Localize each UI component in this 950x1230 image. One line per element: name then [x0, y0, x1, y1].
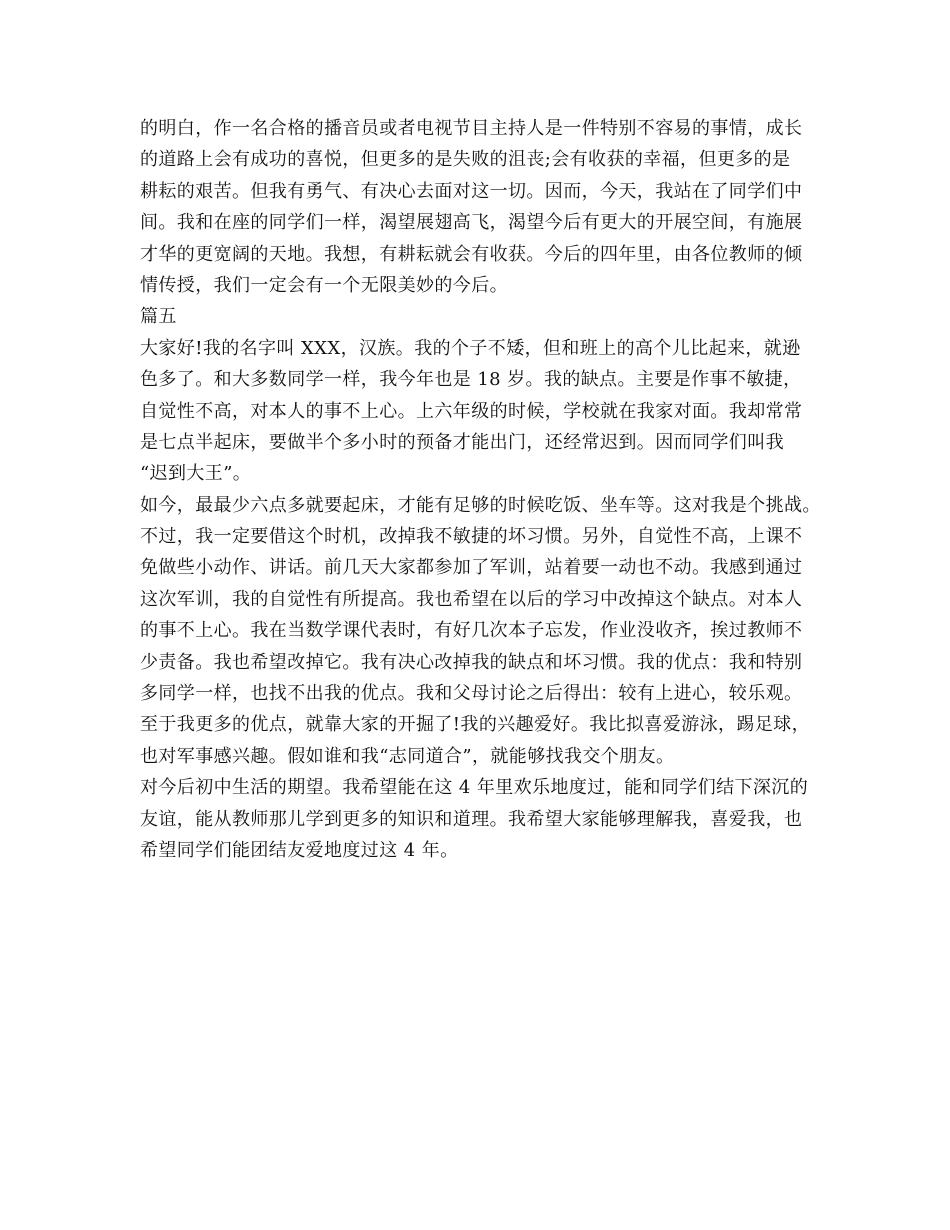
- text-line: 如今，最最少六点多就要起床，才能有足够的时候吃饭、坐车等。这对我是个挑战。: [140, 494, 821, 516]
- text-line: 大家好!我的名字叫 XXX，汉族。我的个子不矮，但和班上的高个儿比起来，就逊: [140, 337, 801, 359]
- text-line: 情传授，我们一定会有一个无限美妙的今后。: [140, 274, 508, 296]
- text-line: 友谊，能从教师那儿学到更多的知识和道理。我希望大家能够理解我，喜爱我，也: [140, 808, 803, 830]
- text-line: 希望同学们能团结友爱地度过这 4 年。: [140, 839, 459, 861]
- text-line: 多同学一样，也找不出我的优点。我和父母讨论之后得出：较有上进心，较乐观。: [140, 683, 803, 705]
- text-line: 免做些小动作、讲话。前几天大家都参加了军训，站着要一动也不动。我感到通过: [140, 557, 803, 579]
- text-line: 才华的更宽阔的天地。我想，有耕耘就会有收获。今后的四年里，由各位教师的倾: [140, 243, 803, 265]
- text-line: 是七点半起床，要做半个多小时的预备才能出门，还经常迟到。因而同学们叫我: [140, 431, 784, 453]
- text-line: 自觉性不高，对本人的事不上心。上六年级的时候，学校就在我家对面。我却常常: [140, 400, 803, 422]
- text-line: “迟到大王”。: [140, 463, 252, 485]
- text-line: 对今后初中生活的期望。我希望能在这 4 年里欢乐地度过，能和同学们结下深沉的: [140, 777, 809, 799]
- text-line: 耕耘的艰苦。但我有勇气、有决心去面对这一切。因而，今天，我站在了同学们中: [140, 180, 803, 202]
- text-line: 间。我和在座的同学们一样，渴望展翅高飞，渴望今后有更大的开展空间，有施展: [140, 212, 803, 234]
- text-line: 不过，我一定要借这个时机，改掉我不敏捷的坏习惯。另外，自觉性不高，上课不: [140, 526, 803, 548]
- text-line: 的事不上心。我在当数学课代表时，有好几次本子忘发，作业没收齐，挨过教师不: [140, 620, 803, 642]
- section-heading: 篇五: [140, 306, 177, 328]
- text-line: 少责备。我也希望改掉它。我有决心改掉我的缺点和坏习惯。我的优点：我和特别: [140, 651, 803, 673]
- text-line: 这次军训，我的自觉性有所提高。我也希望在以后的学习中改掉这个缺点。对本人: [140, 588, 803, 610]
- text-line: 至于我更多的优点，就靠大家的开掘了!我的兴趣爱好。我比拟喜爱游泳，踢足球，: [140, 714, 811, 736]
- text-line: 也对军事感兴趣。假如谁和我“志同道合”，就能够找我交个朋友。: [140, 745, 675, 767]
- text-line: 的道路上会有成功的喜悦，但更多的是失败的沮丧;会有收获的幸福，但更多的是: [140, 149, 791, 171]
- document-body: [140, 113, 840, 866]
- text-line: 的明白，作一名合格的播音员或者电视节目主持人是一件特别不容易的事情，成长: [140, 118, 803, 139]
- text-line: 色多了。和大多数同学一样，我今年也是 18 岁。我的缺点。主要是作事不敏捷，: [140, 369, 802, 391]
